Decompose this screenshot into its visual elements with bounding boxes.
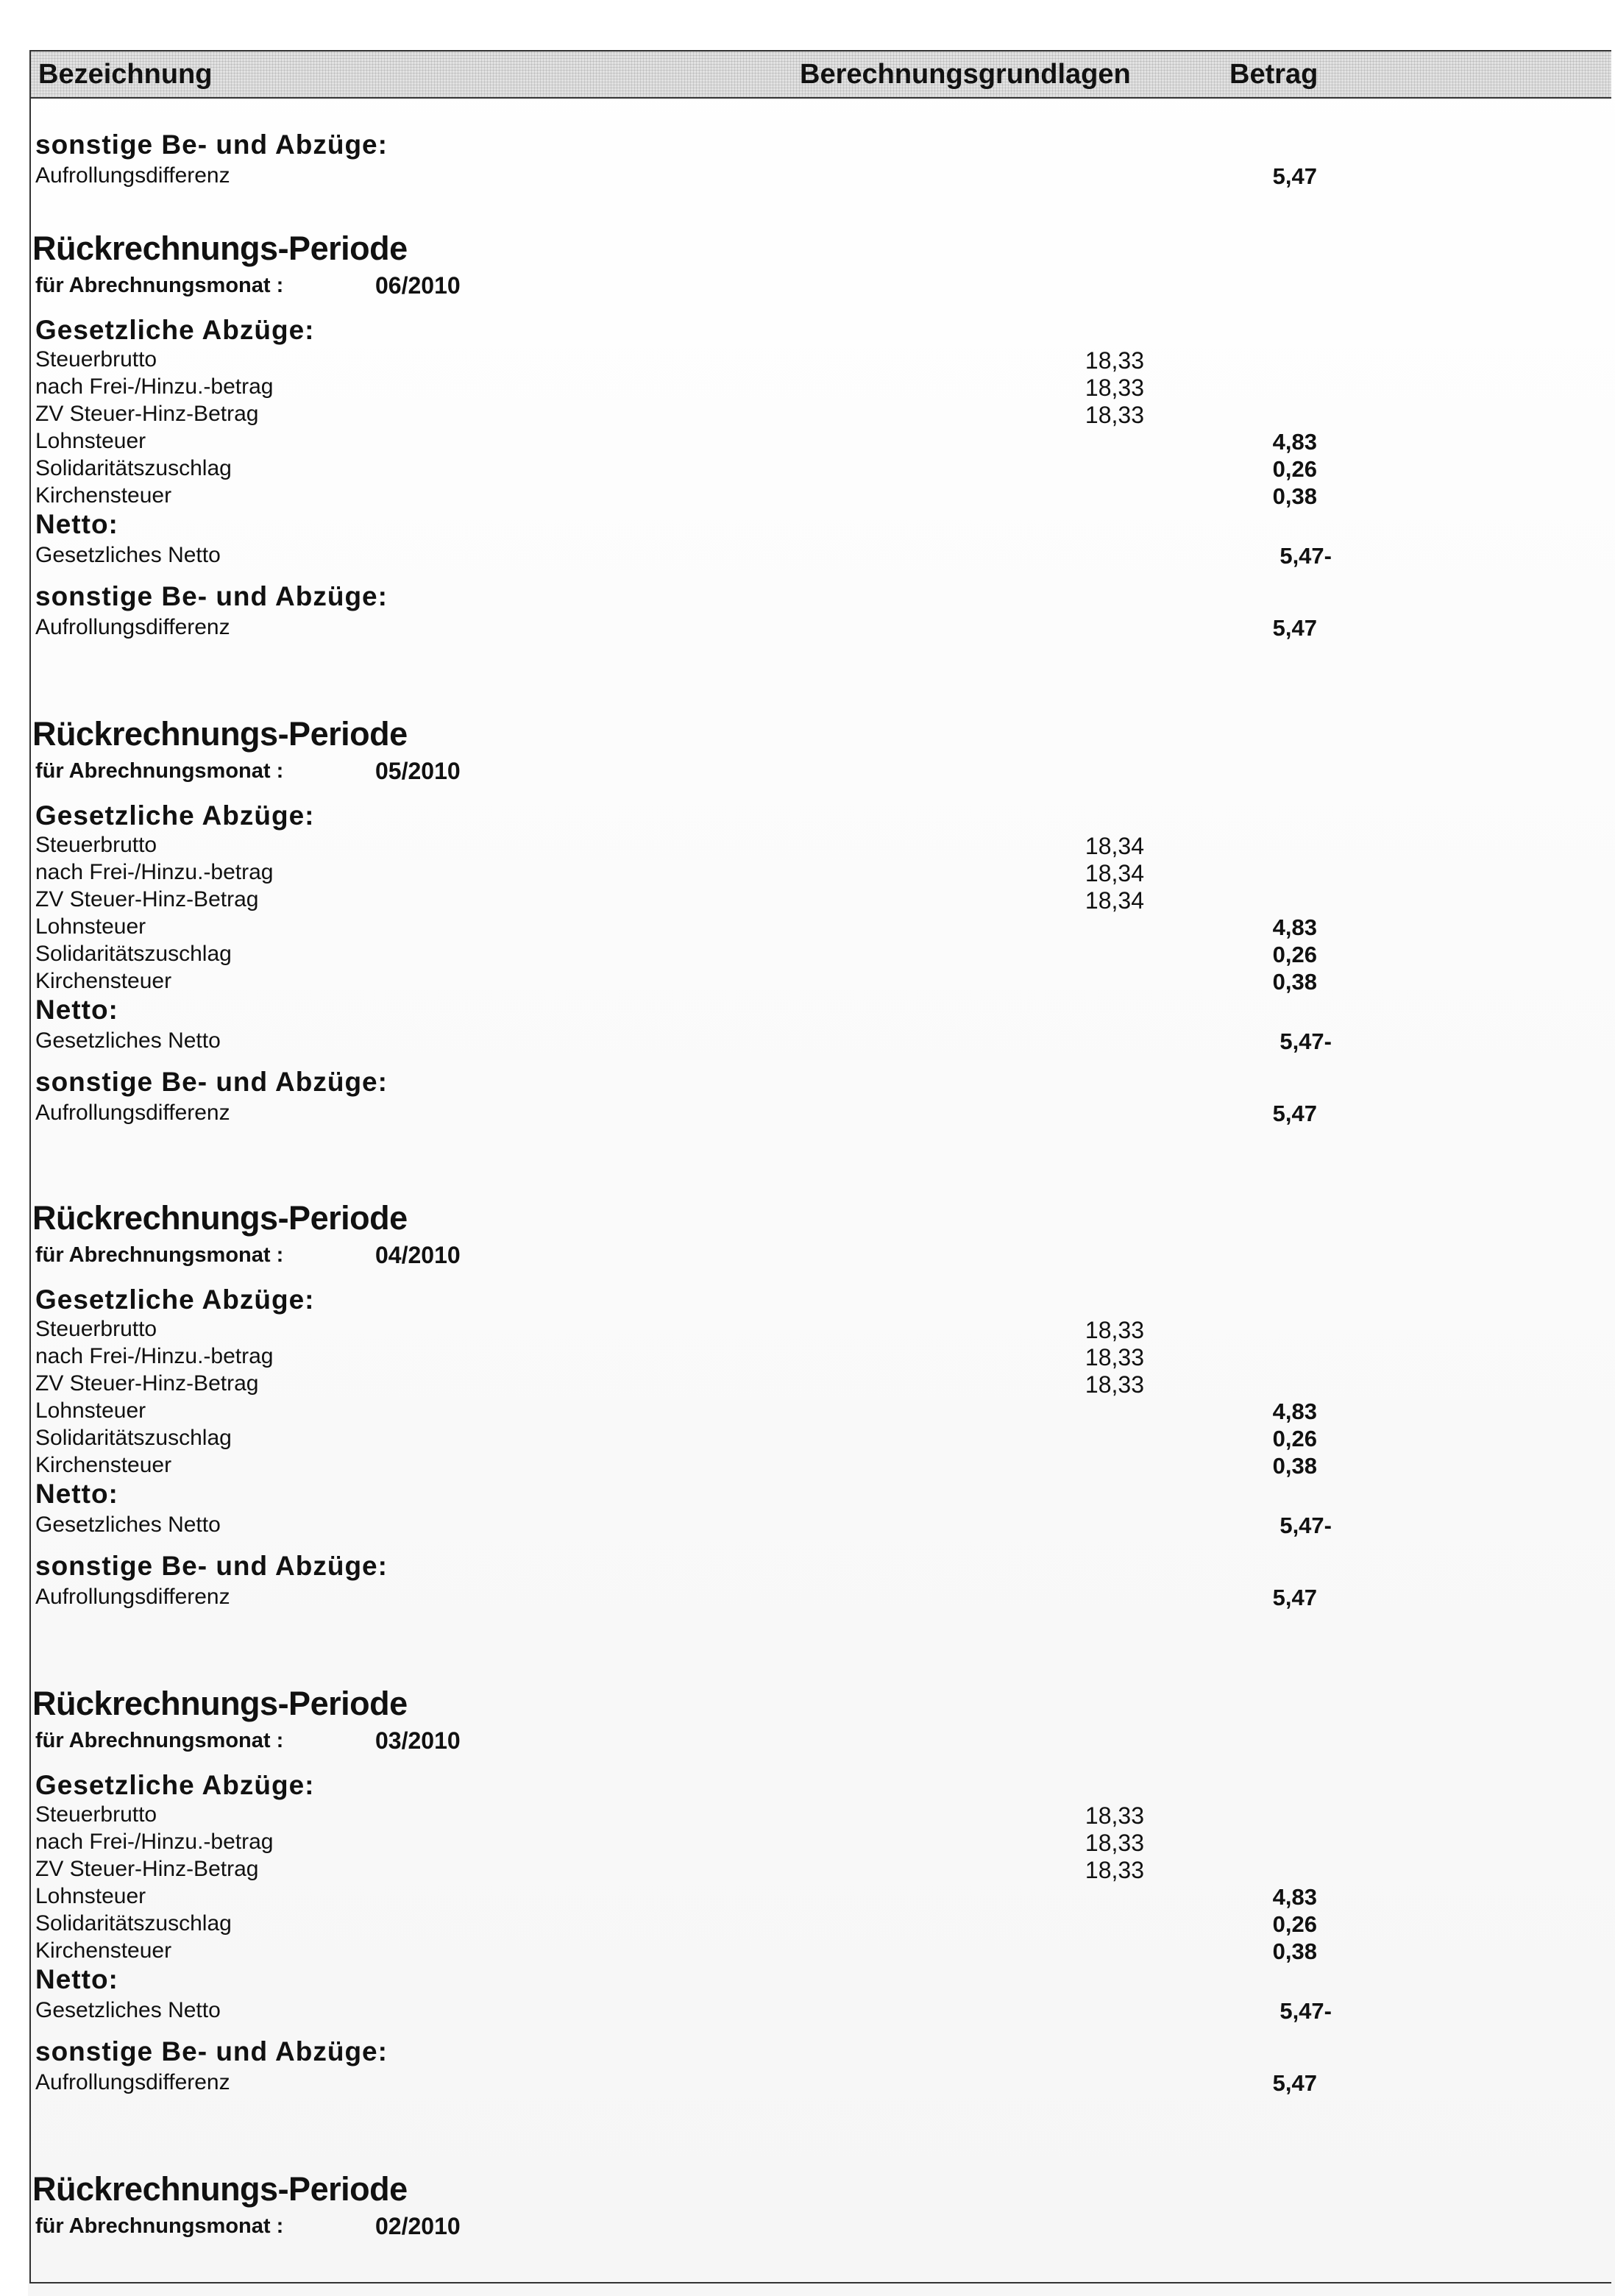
row-steuerbrutto — [0, 1317, 1615, 1344]
header-betrag: Betrag — [1229, 59, 1318, 90]
row-amount: 4,83 — [1272, 429, 1317, 455]
section-heading-text: Netto: — [35, 1479, 118, 1509]
row-label: Lohnsteuer — [35, 914, 146, 939]
row-frei-hinzu — [0, 860, 1615, 887]
row-label: Solidaritätszuschlag — [35, 456, 232, 480]
row-base-value: 18,33 — [1085, 1857, 1144, 1883]
row-amount: 5,47 — [1272, 615, 1317, 641]
row-kirchensteuer — [0, 483, 1615, 511]
row-amount: 0,38 — [1272, 483, 1317, 509]
row-amount: 5,47- — [1279, 1028, 1332, 1054]
row-label: Steuerbrutto — [35, 347, 157, 372]
row-amount: 0,38 — [1272, 1938, 1317, 1964]
row-gesetzliches-netto — [0, 1513, 1615, 1540]
row-label: nach Frei-/Hinzu.-betrag — [35, 1830, 274, 1854]
row-amount: 5,47 — [1272, 1101, 1317, 1126]
row-label: nach Frei-/Hinzu.-betrag — [35, 1344, 274, 1368]
row-label: Aufrollungsdifferenz — [35, 1101, 230, 1125]
billing-month-label: für Abrechnungsmonat : — [35, 274, 284, 297]
section-heading-text: Netto: — [35, 509, 118, 539]
row-kirchensteuer — [0, 1938, 1615, 1966]
section-heading-text: Gesetzliche Abzüge: — [35, 1770, 315, 1800]
row-zv-steuer — [0, 402, 1615, 429]
row-label: Steuerbrutto — [35, 1802, 157, 1827]
row-frei-hinzu — [0, 1344, 1615, 1371]
row-label: Kirchensteuer — [35, 1938, 172, 1963]
row-base-value: 18,33 — [1085, 1830, 1144, 1856]
section-heading-text: Netto: — [35, 1964, 118, 1994]
row-label: ZV Steuer-Hinz-Betrag — [35, 402, 259, 426]
row-amount: 0,26 — [1272, 942, 1317, 967]
row-gesetzliches-netto — [0, 1998, 1615, 2025]
row-amount: 0,26 — [1272, 456, 1317, 482]
row-amount: 5,47 — [1272, 2070, 1317, 2096]
row-aufrollungsdifferenz — [0, 163, 1615, 191]
row-label: Solidaritätszuschlag — [35, 1911, 232, 1936]
row-label: Aufrollungsdifferenz — [35, 1585, 230, 1609]
header-bezeichnung: Bezeichnung — [38, 59, 213, 90]
row-solidaritaetszuschlag — [0, 1426, 1615, 1453]
row-gesetzliches-netto — [0, 1028, 1615, 1056]
header-berechnungsgrundlagen: Berechnungsgrundlagen — [800, 59, 1131, 90]
row-kirchensteuer — [0, 969, 1615, 996]
row-amount: 4,83 — [1272, 1398, 1317, 1424]
row-base-value: 18,33 — [1085, 1344, 1144, 1371]
row-zv-steuer — [0, 1857, 1615, 1884]
row-gesetzliches-netto — [0, 543, 1615, 570]
row-label: Gesetzliches Netto — [35, 543, 221, 567]
section-heading-text: Gesetzliche Abzüge: — [35, 315, 315, 345]
section-heading-text: Gesetzliche Abzüge: — [35, 800, 315, 831]
row-amount: 0,38 — [1272, 969, 1317, 995]
billing-month-label: für Abrechnungsmonat : — [35, 759, 284, 783]
row-label: Aufrollungsdifferenz — [35, 163, 230, 188]
row-solidaritaetszuschlag — [0, 1911, 1615, 1938]
row-label: ZV Steuer-Hinz-Betrag — [35, 1857, 259, 1881]
billing-month-value: 02/2010 — [375, 2213, 461, 2239]
row-kirchensteuer — [0, 1453, 1615, 1480]
row-amount: 5,47- — [1279, 1998, 1332, 2024]
section-heading-text: sonstige Be- und Abzüge: — [35, 1551, 388, 1581]
row-label: nach Frei-/Hinzu.-betrag — [35, 374, 274, 399]
row-label: Steuerbrutto — [35, 833, 157, 857]
row-label: Solidaritätszuschlag — [35, 1426, 232, 1450]
row-steuerbrutto — [0, 1802, 1615, 1830]
row-amount: 5,47- — [1279, 1513, 1332, 1538]
billing-month-value: 05/2010 — [375, 758, 461, 784]
period-title-text: Rückrechnungs-Periode — [32, 230, 408, 267]
row-label: Lohnsteuer — [35, 1398, 146, 1423]
row-amount: 4,83 — [1272, 1884, 1317, 1910]
row-label: Kirchensteuer — [35, 1453, 172, 1477]
row-label: Kirchensteuer — [35, 483, 172, 508]
row-lohnsteuer — [0, 429, 1615, 456]
row-solidaritaetszuschlag — [0, 942, 1615, 969]
billing-month-label: für Abrechnungsmonat : — [35, 1729, 284, 1752]
period-title-text: Rückrechnungs-Periode — [32, 1199, 408, 1237]
period-title-text: Rückrechnungs-Periode — [32, 715, 408, 753]
row-aufrollungsdifferenz — [0, 1585, 1615, 1612]
row-label: Lohnsteuer — [35, 429, 146, 453]
row-frei-hinzu — [0, 1830, 1615, 1857]
row-label: Kirchensteuer — [35, 969, 172, 993]
row-aufrollungsdifferenz — [0, 2070, 1615, 2097]
row-base-value: 18,33 — [1085, 347, 1144, 374]
period-title-text: Rückrechnungs-Periode — [32, 1685, 408, 1722]
row-base-value: 18,33 — [1085, 374, 1144, 401]
row-steuerbrutto — [0, 347, 1615, 374]
row-label: ZV Steuer-Hinz-Betrag — [35, 887, 259, 911]
row-amount: 5,47- — [1279, 543, 1332, 569]
row-amount: 0,26 — [1272, 1426, 1317, 1451]
row-amount: 0,38 — [1272, 1453, 1317, 1479]
row-label: Aufrollungsdifferenz — [35, 615, 230, 639]
row-label: nach Frei-/Hinzu.-betrag — [35, 860, 274, 884]
billing-month-value: 06/2010 — [375, 272, 461, 299]
row-label: Gesetzliches Netto — [35, 1028, 221, 1053]
row-base-value: 18,33 — [1085, 1371, 1144, 1398]
row-base-value: 18,33 — [1085, 1317, 1144, 1343]
row-base-value: 18,34 — [1085, 833, 1144, 859]
row-label: ZV Steuer-Hinz-Betrag — [35, 1371, 259, 1396]
row-base-value: 18,34 — [1085, 860, 1144, 886]
billing-month-label: für Abrechnungsmonat : — [35, 2214, 284, 2238]
section-heading-text: Netto: — [35, 995, 118, 1025]
billing-month-value: 03/2010 — [375, 1727, 461, 1754]
row-amount: 5,47 — [1272, 1585, 1317, 1610]
period-title-text: Rückrechnungs-Periode — [32, 2170, 408, 2208]
row-amount: 4,83 — [1272, 914, 1317, 940]
row-zv-steuer — [0, 887, 1615, 914]
row-label: Steuerbrutto — [35, 1317, 157, 1341]
row-label: Gesetzliches Netto — [35, 1998, 221, 2022]
row-solidaritaetszuschlag — [0, 456, 1615, 483]
billing-month-label: für Abrechnungsmonat : — [35, 1243, 284, 1267]
row-aufrollungsdifferenz — [0, 615, 1615, 642]
section-heading-text: sonstige Be- und Abzüge: — [35, 2036, 388, 2066]
row-steuerbrutto — [0, 833, 1615, 860]
row-aufrollungsdifferenz — [0, 1101, 1615, 1128]
row-lohnsteuer — [0, 1884, 1615, 1911]
row-base-value: 18,34 — [1085, 887, 1144, 914]
row-base-value: 18,33 — [1085, 402, 1144, 428]
row-label: Gesetzliches Netto — [35, 1513, 221, 1537]
row-label: Solidaritätszuschlag — [35, 942, 232, 966]
row-label: Aufrollungsdifferenz — [35, 2070, 230, 2094]
section-heading-text: sonstige Be- und Abzüge: — [35, 581, 388, 611]
row-label: Lohnsteuer — [35, 1884, 146, 1908]
row-frei-hinzu — [0, 374, 1615, 402]
section-heading-text: Gesetzliche Abzüge: — [35, 1284, 315, 1315]
row-amount: 5,47 — [1272, 163, 1317, 189]
billing-month-value: 04/2010 — [375, 1242, 461, 1268]
table-header — [29, 50, 1611, 99]
row-zv-steuer — [0, 1371, 1615, 1398]
row-lohnsteuer — [0, 1398, 1615, 1426]
row-lohnsteuer — [0, 914, 1615, 942]
section-heading-text: sonstige Be- und Abzüge: — [35, 1067, 388, 1097]
row-base-value: 18,33 — [1085, 1802, 1144, 1829]
row-amount: 0,26 — [1272, 1911, 1317, 1937]
